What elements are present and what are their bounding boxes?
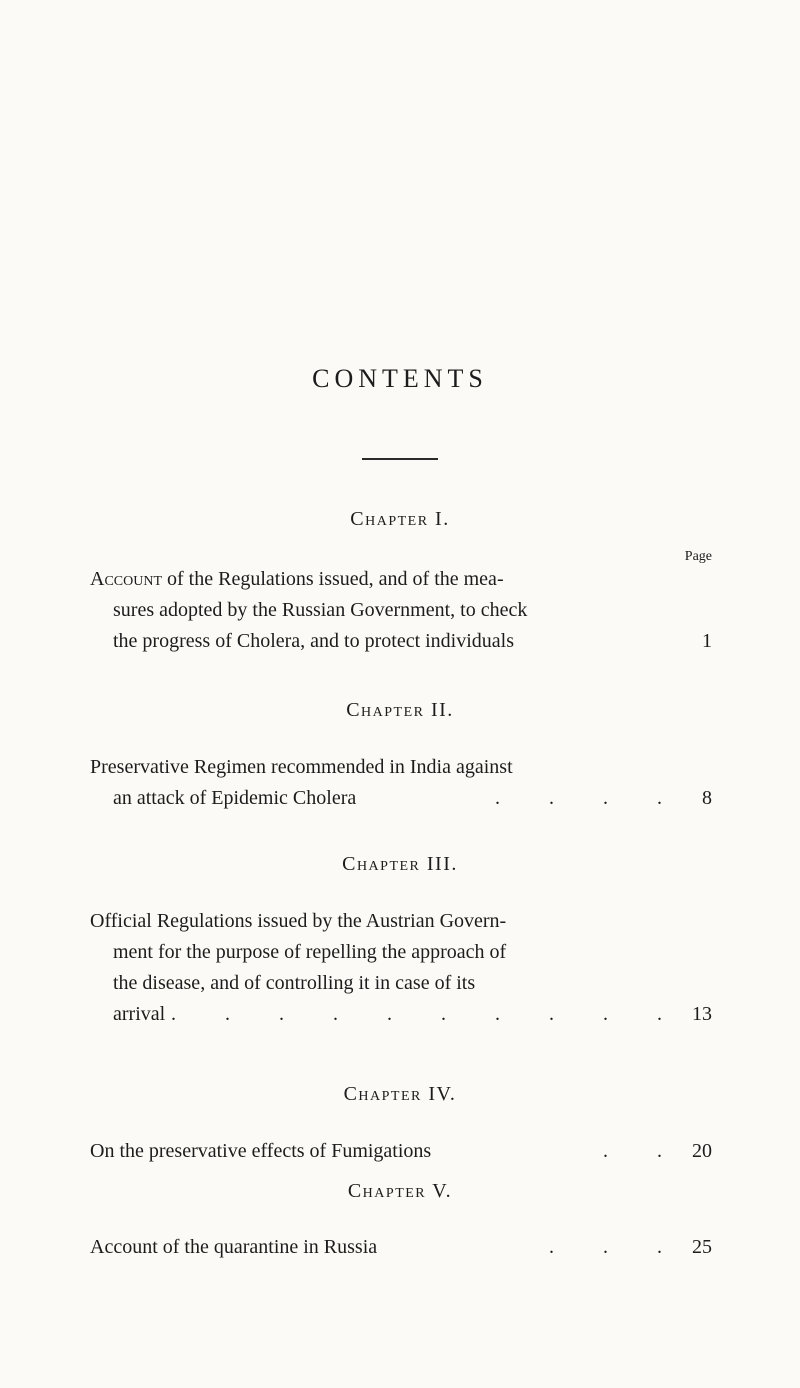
chapter-2-leaders: . . . . [495, 787, 684, 809]
chapter-1-line-1 [90, 564, 712, 595]
chapter-3-line-2: ment for the purpose of repelling the approach of [113, 941, 507, 963]
chapter-3-heading: Chapter III. [342, 853, 458, 875]
chapter-4-entry [90, 1136, 712, 1167]
chapter-3-page-number: 13 [692, 1003, 712, 1025]
title-rule [362, 458, 438, 460]
chapter-5-leaders: . . . [549, 1236, 684, 1258]
chapter-1-page-number: 1 [702, 630, 712, 652]
chapter-1-lead-word: Account [90, 568, 163, 590]
chapter-5-entry [90, 1232, 712, 1263]
page-column-label: Page [684, 549, 712, 564]
chapter-5-line-1: Account of the quarantine in Russia . . . 25 [90, 1232, 712, 1263]
chapter-4-line-1: On the preservative effects of Fumigations . . 20 [90, 1136, 712, 1167]
chapter-3-line-1: Official Regulations issued by the Austrian Govern- [90, 910, 507, 932]
chapter-1-line-2: sures adopted by the Russian Government, to check [113, 599, 528, 621]
chapter-1-line-3: the progress of Cholera, and to protect individuals 1 [90, 626, 712, 657]
chapter-5-page-number: 25 [692, 1236, 712, 1258]
chapter-5-heading: Chapter V. [347, 1180, 453, 1202]
chapter-1-heading: Chapter I. [350, 508, 450, 530]
chapter-1-line-1-text: of the Regulations issued, and of the mea- [162, 568, 504, 590]
chapter-2-page-number: 8 [702, 787, 712, 809]
chapter-3-entry [90, 906, 712, 1030]
page-title: CONTENTS [312, 364, 488, 393]
chapter-2-entry [90, 752, 712, 814]
chapter-1-entry [90, 564, 712, 657]
chapter-3-line-3: the disease, and of controlling it in case of its [113, 972, 476, 994]
chapter-2-line-2: an attack of Epidemic Cholera . . . . 8 [90, 783, 712, 814]
chapter-2-line-1: Preservative Regimen recommended in India against [90, 756, 513, 778]
chapter-3-leaders: . . . . . . . . . . [171, 1003, 684, 1025]
chapter-3-line-4: arrival . . . . . . . . . . 13 [90, 999, 712, 1030]
chapter-4-heading: Chapter IV. [343, 1083, 457, 1105]
chapter-4-page-number: 20 [692, 1140, 712, 1162]
chapter-4-leaders: . . [603, 1140, 684, 1162]
chapter-2-heading: Chapter II. [346, 699, 454, 721]
